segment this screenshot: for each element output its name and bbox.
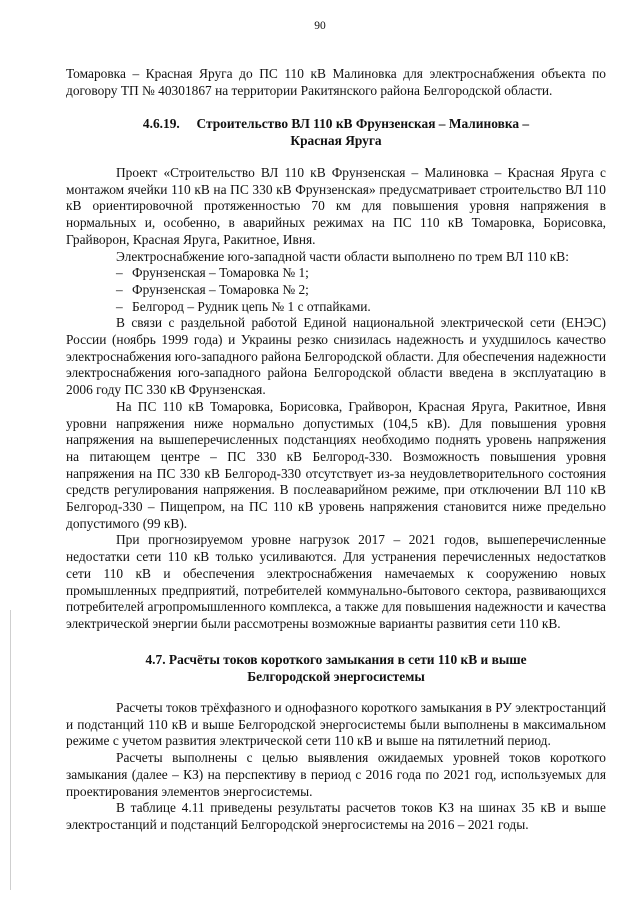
section-title-line1: 4.7. Расчёты токов короткого замыкания в сети 110 кВ и выше [145,652,527,667]
paragraph: В связи с раздельной работой Единой национальной электрической сети (ЕНЭС) России (ноябрь 1999 года) и Украины резко снизилась надежность и ухудшилось качество электроснабжения юго-западного района Белгородской области. Для обеспечения надежности электроснабжения юго-западного района Белгородской области введена в эксплуатацию в 2006 году ПС 330 кВ Фрунзенская. [66,315,606,398]
list-dash: – [116,265,123,281]
list-dash: – [116,281,123,297]
intro-paragraph: Томаровка – Красная Яруга до ПС 110 кВ Малиновка для электроснабжения объекта по договору ТП № 40301867 на территории Ракитянского района Белгородской области. [66,66,606,98]
line-list [66,265,606,315]
paragraph: При прогнозируемом уровне нагрузок 2017 – 2021 годов, вышеперечисленные недостатки сети 110 кВ только усиливаются. Для устранения перечисленных недостатков сети 110 кВ и обеспечения электроснабжения намечаемых к сооружению новых промышленных предприятий, потребителей коммунально-бытового сектора, развивающихся потребителей агропромышленного комплекса, а также для повышения надежности и качества электрической энергии были рассмотрены возможные варианты развития сети 110 кВ. [66,532,606,631]
list-item-text: Фрунзенская – Томаровка № 1; [132,265,309,281]
paragraph: Проект «Строительство ВЛ 110 кВ Фрунзенская – Малиновка – Красная Яруга с монтажом ячейки 110 кВ на ПС 330 кВ Фрунзенская» предусматривает строительство ВЛ 110 кВ ориентировочной протяженностью 70 км для повышения уровня напряжения в нормальных и, особенно, в аварийных режимах на ПС 110 кВ Томаровка, Борисовка, Грайворон, Красная Яруга, Ракитное, Ивня. [66,165,606,247]
section-4-7-heading [66,652,606,685]
paragraph: Расчеты выполнены с целью выявления ожидаемых уровней токов короткого замыкания (далее – КЗ) на перспективу в период с 2016 года по 2021 год, используемых для проектирования элементов энергосистемы. [66,750,606,799]
list-item [66,282,606,299]
section-heading-line1 [66,116,606,133]
section-title-line2: Белгородской энергосистемы [247,668,425,684]
section-number: 4.6.19. [142,116,180,131]
list-item [66,265,606,282]
list-item-text: Фрунзенская – Томаровка № 2; [132,281,309,297]
paragraph: Электроснабжение юго-западной части области выполнено по трем ВЛ 110 кВ: [116,248,569,264]
paragraph: В таблице 4.11 приведены результаты расчетов токов КЗ на шинах 35 кВ и выше электростанций и подстанций Белгородской энергосистемы на 2016 – 2021 годы. [66,800,606,832]
page-number: 90 [314,20,326,32]
intro-paragraph-block [66,66,606,99]
section-4-6-19-body [66,165,606,633]
section-title-line1: Строительство ВЛ 110 кВ Фрунзенская – Малиновка – [196,116,530,131]
list-item-text: Белгород – Рудник цепь № 1 с отпайками. [132,298,371,314]
section-4-6-19-heading [66,116,606,149]
section-4-7-body [66,700,606,834]
list-dash: – [116,298,123,314]
list-item [66,299,606,316]
section-title-line2: Красная Яруга [290,132,382,148]
scan-edge-line [10,610,11,890]
paragraph: На ПС 110 кВ Томаровка, Борисовка, Грайворон, Красная Яруга, Ракитное, Ивня уровни напряжения ниже нормально допустимых (104,5 кВ). Для повышения уровня напряжения на вышеперечисленных подстанциях необходимо поднять уровень напряжения на питающем центре – ПС 330 кВ Белгород-330. Возможность повышения уровня напряжения на ПС 330 кВ Белгород-330 отсутствует из-за неудовлетворительного состояния средств регулирования напряжения. В послеаварийном режиме, при отключении ВЛ 110 кВ Белгород-330 – Пищепром, на ПС 110 кВ уровень напряжения становится ниже предельно допустимого (99 кВ). [66,398,606,531]
paragraph: Расчеты токов трёхфазного и однофазного короткого замыкания в РУ электростанций и подстанций 110 кВ и выше Белгородской энергосистемы были выполнены в максимальном режиме с учетом развития электрической сети 110 кВ и выше на пятилетний период. [66,700,606,749]
